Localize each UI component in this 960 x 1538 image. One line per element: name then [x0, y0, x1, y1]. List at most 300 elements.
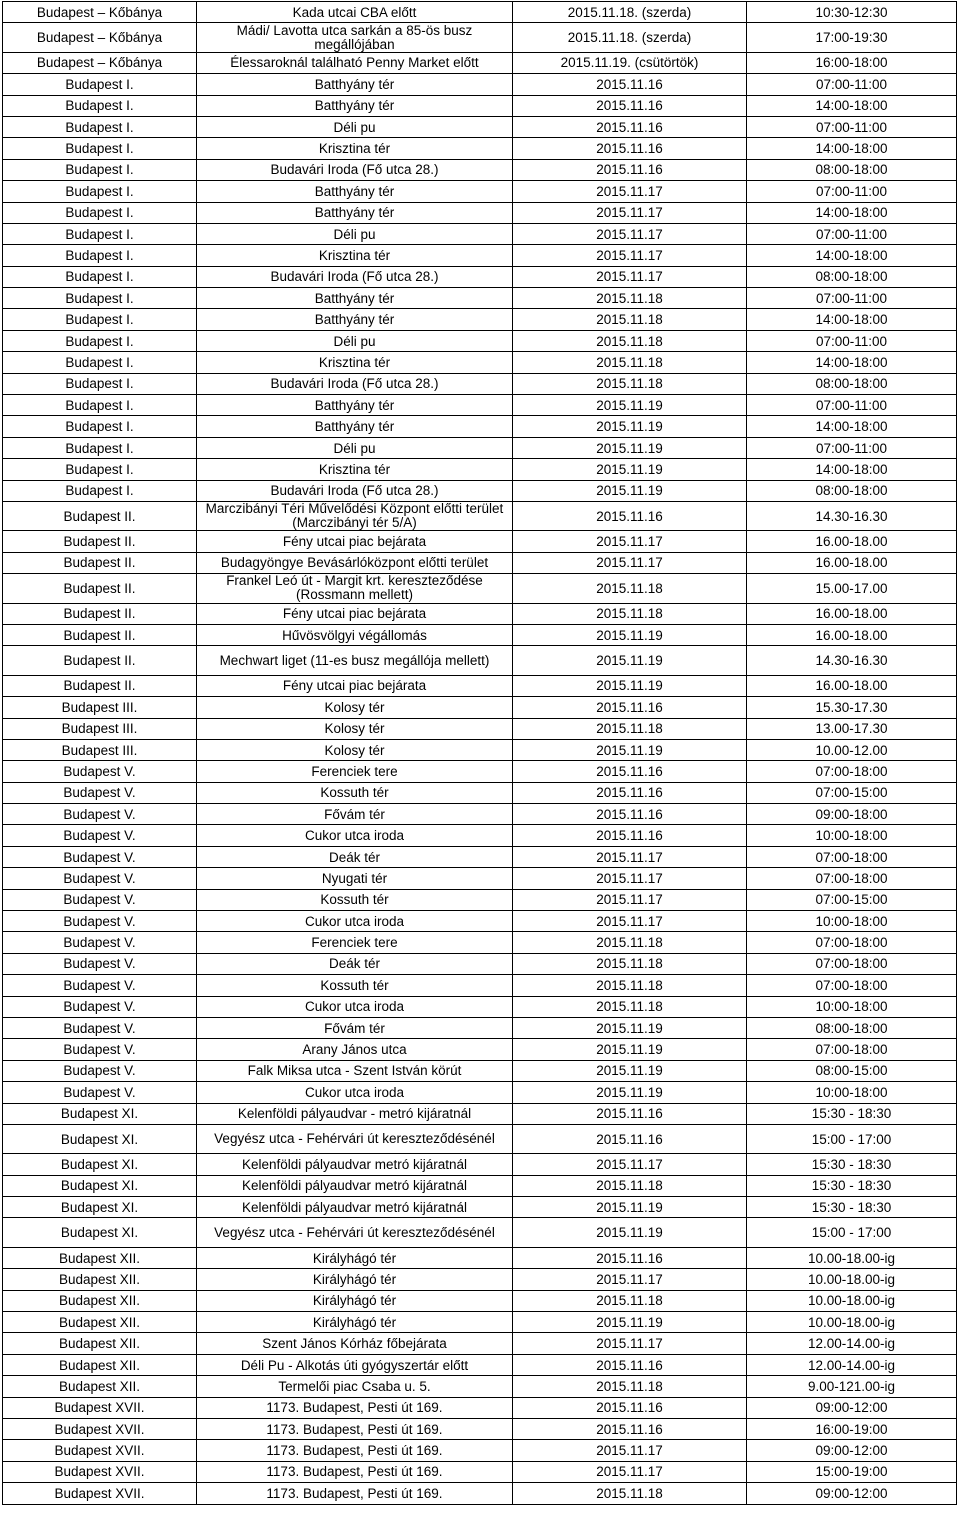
time-cell: 14:00-18:00	[747, 309, 957, 330]
location-cell: Hűvösvölgyi végállomás	[197, 624, 513, 645]
date-cell: 2015.11.19	[513, 1197, 747, 1218]
table-row	[3, 138, 957, 159]
location-cell: Falk Miksa utca - Szent István körút	[197, 1060, 513, 1081]
time-cell: 08:00-15:00	[747, 1060, 957, 1081]
date-cell: 2015.11.17	[513, 911, 747, 932]
location-cell: Marczibányi Téri Művelődési Központ előtti terület (Marczibányi tér 5/A)	[197, 501, 513, 530]
time-cell: 15:30 - 18:30	[747, 1103, 957, 1124]
table-row	[3, 889, 957, 910]
location-cell: Királyhágó tér	[197, 1312, 513, 1333]
location-cell: Krisztina tér	[197, 245, 513, 266]
table-row	[3, 501, 957, 530]
table-row	[3, 1060, 957, 1081]
table-row	[3, 95, 957, 116]
time-cell: 07:00-11:00	[747, 288, 957, 309]
time-cell: 10:30-12:30	[747, 2, 957, 23]
district-cell: Budapest I.	[3, 223, 197, 244]
table-row	[3, 1397, 957, 1418]
date-cell: 2015.11.19. (csütörtök)	[513, 52, 747, 73]
district-cell: Budapest II.	[3, 501, 197, 530]
time-cell: 16:00-19:00	[747, 1419, 957, 1440]
district-cell: Budapest – Kőbánya	[3, 23, 197, 52]
location-cell: Déli pu	[197, 330, 513, 351]
date-cell: 2015.11.18	[513, 975, 747, 996]
date-cell: 2015.11.17	[513, 202, 747, 223]
location-cell: Déli Pu - Alkotás úti gyógyszertár előtt	[197, 1354, 513, 1375]
table-row	[3, 74, 957, 95]
location-cell: 1173. Budapest, Pesti út 169.	[197, 1440, 513, 1461]
date-cell: 2015.11.19	[513, 459, 747, 480]
time-cell: 14:00-18:00	[747, 95, 957, 116]
table-row	[3, 1247, 957, 1268]
district-cell: Budapest III.	[3, 739, 197, 760]
time-cell: 15:30 - 18:30	[747, 1154, 957, 1175]
table-row	[3, 330, 957, 351]
location-cell: Kelenföldi pályaudvar - metró kijáratnál	[197, 1103, 513, 1124]
table-row	[3, 697, 957, 718]
time-cell: 12.00-14.00-ig	[747, 1333, 957, 1354]
location-cell: Arany János utca	[197, 1039, 513, 1060]
date-cell: 2015.11.16	[513, 138, 747, 159]
date-cell: 2015.11.19	[513, 480, 747, 501]
table-row	[3, 1354, 957, 1375]
district-cell: Budapest – Kőbánya	[3, 2, 197, 23]
table-row	[3, 202, 957, 223]
time-cell: 07:00-18:00	[747, 975, 957, 996]
date-cell: 2015.11.19	[513, 1312, 747, 1333]
location-cell: Batthyány tér	[197, 288, 513, 309]
table-row	[3, 416, 957, 437]
district-cell: Budapest I.	[3, 330, 197, 351]
district-cell: Budapest I.	[3, 459, 197, 480]
district-cell: Budapest V.	[3, 1060, 197, 1081]
table-row	[3, 675, 957, 696]
location-cell: Kolosy tér	[197, 718, 513, 739]
district-cell: Budapest V.	[3, 846, 197, 867]
district-cell: Budapest II.	[3, 675, 197, 696]
date-cell: 2015.11.16	[513, 1419, 747, 1440]
table-row	[3, 718, 957, 739]
date-cell: 2015.11.17	[513, 1461, 747, 1482]
table-row	[3, 825, 957, 846]
location-cell: Fény utcai piac bejárata	[197, 531, 513, 552]
table-row	[3, 646, 957, 675]
location-cell: 1173. Budapest, Pesti út 169.	[197, 1419, 513, 1440]
time-cell: 07:00-15:00	[747, 782, 957, 803]
time-cell: 07:00-11:00	[747, 223, 957, 244]
time-cell: 16.00-18.00	[747, 552, 957, 573]
date-cell: 2015.11.19	[513, 1218, 747, 1247]
location-cell: Vegyész utca - Fehérvári út kereszteződésénél	[197, 1218, 513, 1247]
location-cell: Budavári Iroda (Fő utca 28.)	[197, 373, 513, 394]
district-cell: Budapest V.	[3, 782, 197, 803]
time-cell: 9.00-121.00-ig	[747, 1376, 957, 1397]
table-row	[3, 437, 957, 458]
table-row	[3, 1103, 957, 1124]
table-row	[3, 245, 957, 266]
date-cell: 2015.11.19	[513, 624, 747, 645]
time-cell: 12.00-14.00-ig	[747, 1354, 957, 1375]
location-cell: Déli pu	[197, 437, 513, 458]
table-row	[3, 996, 957, 1017]
table-row	[3, 1197, 957, 1218]
date-cell: 2015.11.18	[513, 309, 747, 330]
date-cell: 2015.11.17	[513, 181, 747, 202]
table-row	[3, 352, 957, 373]
table-row	[3, 552, 957, 573]
table-row	[3, 1269, 957, 1290]
date-cell: 2015.11.17	[513, 1440, 747, 1461]
time-cell: 08:00-18:00	[747, 373, 957, 394]
time-cell: 15:00 - 17:00	[747, 1124, 957, 1153]
date-cell: 2015.11.16	[513, 74, 747, 95]
district-cell: Budapest V.	[3, 1082, 197, 1103]
time-cell: 09:00-12:00	[747, 1397, 957, 1418]
district-cell: Budapest I.	[3, 437, 197, 458]
location-cell: 1173. Budapest, Pesti út 169.	[197, 1461, 513, 1482]
location-cell: Fővám tér	[197, 804, 513, 825]
time-cell: 15:00 - 17:00	[747, 1218, 957, 1247]
district-cell: Budapest XII.	[3, 1376, 197, 1397]
date-cell: 2015.11.18	[513, 996, 747, 1017]
district-cell: Budapest I.	[3, 138, 197, 159]
location-cell: Kelenföldi pályaudvar metró kijáratnál	[197, 1197, 513, 1218]
table-row	[3, 23, 957, 52]
time-cell: 07:00-18:00	[747, 1039, 957, 1060]
location-cell: Frankel Leó út - Margit krt. kereszteződése (Rossmann mellett)	[197, 574, 513, 603]
time-cell: 08:00-18:00	[747, 1017, 957, 1038]
district-cell: Budapest V.	[3, 825, 197, 846]
date-cell: 2015.11.19	[513, 1017, 747, 1038]
district-cell: Budapest I.	[3, 95, 197, 116]
district-cell: Budapest II.	[3, 603, 197, 624]
table-row	[3, 1483, 957, 1504]
table-row	[3, 739, 957, 760]
time-cell: 14.30-16.30	[747, 501, 957, 530]
location-cell: Termelői piac Csaba u. 5.	[197, 1376, 513, 1397]
district-cell: Budapest V.	[3, 911, 197, 932]
table-row	[3, 1124, 957, 1153]
location-cell: Kossuth tér	[197, 889, 513, 910]
time-cell: 07:00-18:00	[747, 932, 957, 953]
location-cell: Nyugati tér	[197, 868, 513, 889]
table-row	[3, 1290, 957, 1311]
time-cell: 14:00-18:00	[747, 416, 957, 437]
table-row	[3, 975, 957, 996]
location-cell: Fény utcai piac bejárata	[197, 675, 513, 696]
date-cell: 2015.11.17	[513, 1333, 747, 1354]
location-cell: Ferenciek tere	[197, 932, 513, 953]
district-cell: Budapest I.	[3, 416, 197, 437]
date-cell: 2015.11.16	[513, 825, 747, 846]
time-cell: 10.00-18.00-ig	[747, 1247, 957, 1268]
date-cell: 2015.11.18	[513, 1483, 747, 1504]
time-cell: 14:00-18:00	[747, 245, 957, 266]
date-cell: 2015.11.19	[513, 437, 747, 458]
time-cell: 13.00-17.30	[747, 718, 957, 739]
district-cell: Budapest XVII.	[3, 1461, 197, 1482]
district-cell: Budapest XI.	[3, 1154, 197, 1175]
district-cell: Budapest I.	[3, 352, 197, 373]
date-cell: 2015.11.16	[513, 1397, 747, 1418]
district-cell: Budapest I.	[3, 245, 197, 266]
time-cell: 10:00-18:00	[747, 996, 957, 1017]
table-row	[3, 309, 957, 330]
location-cell: Cukor utca iroda	[197, 996, 513, 1017]
schedule-body	[3, 2, 957, 1505]
table-row	[3, 1461, 957, 1482]
date-cell: 2015.11.18	[513, 330, 747, 351]
date-cell: 2015.11.16	[513, 116, 747, 137]
time-cell: 14:00-18:00	[747, 202, 957, 223]
district-cell: Budapest XVII.	[3, 1419, 197, 1440]
date-cell: 2015.11.19	[513, 1039, 747, 1060]
table-row	[3, 1039, 957, 1060]
table-row	[3, 1154, 957, 1175]
location-cell: Ferenciek tere	[197, 761, 513, 782]
date-cell: 2015.11.17	[513, 552, 747, 573]
district-cell: Budapest III.	[3, 718, 197, 739]
time-cell: 08:00-18:00	[747, 266, 957, 287]
date-cell: 2015.11.17	[513, 846, 747, 867]
table-row	[3, 52, 957, 73]
date-cell: 2015.11.17	[513, 1269, 747, 1290]
district-cell: Budapest V.	[3, 996, 197, 1017]
table-row	[3, 1333, 957, 1354]
date-cell: 2015.11.18	[513, 352, 747, 373]
time-cell: 16.00-18.00	[747, 624, 957, 645]
table-row	[3, 603, 957, 624]
district-cell: Budapest I.	[3, 202, 197, 223]
date-cell: 2015.11.18	[513, 373, 747, 394]
district-cell: Budapest XI.	[3, 1218, 197, 1247]
table-row	[3, 459, 957, 480]
time-cell: 07:00-11:00	[747, 437, 957, 458]
time-cell: 15.30-17.30	[747, 697, 957, 718]
time-cell: 14:00-18:00	[747, 138, 957, 159]
date-cell: 2015.11.16	[513, 1124, 747, 1153]
location-cell: Királyhágó tér	[197, 1247, 513, 1268]
table-row	[3, 116, 957, 137]
table-row	[3, 782, 957, 803]
date-cell: 2015.11.17	[513, 889, 747, 910]
table-row	[3, 1376, 957, 1397]
time-cell: 07:00-11:00	[747, 330, 957, 351]
district-cell: Budapest XI.	[3, 1197, 197, 1218]
district-cell: Budapest II.	[3, 624, 197, 645]
location-cell: Budagyöngye Bevásárlóközpont előtti terület	[197, 552, 513, 573]
location-cell: 1173. Budapest, Pesti út 169.	[197, 1483, 513, 1504]
time-cell: 08:00-18:00	[747, 159, 957, 180]
district-cell: Budapest V.	[3, 932, 197, 953]
date-cell: 2015.11.19	[513, 1060, 747, 1081]
date-cell: 2015.11.17	[513, 245, 747, 266]
time-cell: 07:00-18:00	[747, 761, 957, 782]
table-row	[3, 911, 957, 932]
location-cell: Batthyány tér	[197, 181, 513, 202]
location-cell: Cukor utca iroda	[197, 911, 513, 932]
time-cell: 16.00-18.00	[747, 603, 957, 624]
table-row	[3, 395, 957, 416]
date-cell: 2015.11.16	[513, 782, 747, 803]
date-cell: 2015.11.18. (szerda)	[513, 23, 747, 52]
time-cell: 10.00-12.00	[747, 739, 957, 760]
district-cell: Budapest I.	[3, 181, 197, 202]
date-cell: 2015.11.16	[513, 501, 747, 530]
date-cell: 2015.11.18	[513, 932, 747, 953]
time-cell: 07:00-11:00	[747, 181, 957, 202]
district-cell: Budapest XI.	[3, 1175, 197, 1196]
district-cell: Budapest V.	[3, 761, 197, 782]
table-row	[3, 1082, 957, 1103]
time-cell: 15:30 - 18:30	[747, 1175, 957, 1196]
location-cell: Kelenföldi pályaudvar metró kijáratnál	[197, 1175, 513, 1196]
table-row	[3, 1218, 957, 1247]
date-cell: 2015.11.17	[513, 266, 747, 287]
time-cell: 15.00-17.00	[747, 574, 957, 603]
table-row	[3, 223, 957, 244]
location-cell: Batthyány tér	[197, 202, 513, 223]
table-row	[3, 804, 957, 825]
date-cell: 2015.11.18	[513, 288, 747, 309]
time-cell: 09:00-12:00	[747, 1483, 957, 1504]
location-cell: Kelenföldi pályaudvar metró kijáratnál	[197, 1154, 513, 1175]
district-cell: Budapest XI.	[3, 1124, 197, 1153]
district-cell: Budapest V.	[3, 1017, 197, 1038]
location-cell: Batthyány tér	[197, 74, 513, 95]
date-cell: 2015.11.16	[513, 1354, 747, 1375]
table-row	[3, 1440, 957, 1461]
time-cell: 07:00-18:00	[747, 868, 957, 889]
date-cell: 2015.11.19	[513, 646, 747, 675]
table-row	[3, 846, 957, 867]
location-cell: 1173. Budapest, Pesti út 169.	[197, 1397, 513, 1418]
location-cell: Mádi/ Lavotta utca sarkán a 85-ös busz megállójában	[197, 23, 513, 52]
district-cell: Budapest XI.	[3, 1103, 197, 1124]
time-cell: 16.00-18.00	[747, 675, 957, 696]
date-cell: 2015.11.18	[513, 718, 747, 739]
date-cell: 2015.11.19	[513, 675, 747, 696]
location-cell: Batthyány tér	[197, 309, 513, 330]
district-cell: Budapest XVII.	[3, 1440, 197, 1461]
time-cell: 14.30-16.30	[747, 646, 957, 675]
location-cell: Vegyész utca - Fehérvári út kereszteződésénél	[197, 1124, 513, 1153]
location-cell: Kossuth tér	[197, 782, 513, 803]
table-row	[3, 288, 957, 309]
location-cell: Cukor utca iroda	[197, 1082, 513, 1103]
date-cell: 2015.11.16	[513, 1247, 747, 1268]
table-row	[3, 480, 957, 501]
district-cell: Budapest XII.	[3, 1247, 197, 1268]
date-cell: 2015.11.18	[513, 1290, 747, 1311]
location-cell: Batthyány tér	[197, 416, 513, 437]
table-row	[3, 2, 957, 23]
time-cell: 10.00-18.00-ig	[747, 1290, 957, 1311]
location-cell: Cukor utca iroda	[197, 825, 513, 846]
location-cell: Budavári Iroda (Fő utca 28.)	[197, 159, 513, 180]
time-cell: 08:00-18:00	[747, 480, 957, 501]
location-cell: Deák tér	[197, 953, 513, 974]
district-cell: Budapest III.	[3, 697, 197, 718]
location-cell: Fővám tér	[197, 1017, 513, 1038]
date-cell: 2015.11.19	[513, 739, 747, 760]
table-row	[3, 266, 957, 287]
district-cell: Budapest I.	[3, 288, 197, 309]
district-cell: Budapest XVII.	[3, 1397, 197, 1418]
district-cell: Budapest I.	[3, 266, 197, 287]
location-cell: Kada utcai CBA előtt	[197, 2, 513, 23]
time-cell: 14:00-18:00	[747, 352, 957, 373]
location-cell: Kolosy tér	[197, 739, 513, 760]
district-cell: Budapest II.	[3, 646, 197, 675]
time-cell: 07:00-11:00	[747, 395, 957, 416]
district-cell: Budapest V.	[3, 868, 197, 889]
time-cell: 07:00-18:00	[747, 953, 957, 974]
table-row	[3, 531, 957, 552]
district-cell: Budapest V.	[3, 975, 197, 996]
time-cell: 10:00-18:00	[747, 1082, 957, 1103]
time-cell: 16.00-18.00	[747, 531, 957, 552]
district-cell: Budapest II.	[3, 574, 197, 603]
date-cell: 2015.11.18	[513, 1376, 747, 1397]
district-cell: Budapest XII.	[3, 1290, 197, 1311]
location-cell: Élessaroknál található Penny Market előtt	[197, 52, 513, 73]
table-row	[3, 1312, 957, 1333]
location-cell: Mechwart liget (11-es busz megállója mellett)	[197, 646, 513, 675]
location-cell: Szent János Kórház főbejárata	[197, 1333, 513, 1354]
time-cell: 14:00-18:00	[747, 459, 957, 480]
table-row	[3, 574, 957, 603]
district-cell: Budapest I.	[3, 373, 197, 394]
district-cell: Budapest XII.	[3, 1354, 197, 1375]
date-cell: 2015.11.16	[513, 159, 747, 180]
time-cell: 09:00-12:00	[747, 1440, 957, 1461]
district-cell: Budapest XVII.	[3, 1483, 197, 1504]
date-cell: 2015.11.18	[513, 953, 747, 974]
date-cell: 2015.11.16	[513, 697, 747, 718]
location-cell: Kolosy tér	[197, 697, 513, 718]
time-cell: 09:00-18:00	[747, 804, 957, 825]
location-cell: Krisztina tér	[197, 459, 513, 480]
time-cell: 07:00-18:00	[747, 846, 957, 867]
table-row	[3, 932, 957, 953]
location-cell: Királyhágó tér	[197, 1269, 513, 1290]
location-cell: Királyhágó tér	[197, 1290, 513, 1311]
time-cell: 10.00-18.00-ig	[747, 1269, 957, 1290]
district-cell: Budapest I.	[3, 74, 197, 95]
location-cell: Fény utcai piac bejárata	[197, 603, 513, 624]
district-cell: Budapest – Kőbánya	[3, 52, 197, 73]
district-cell: Budapest II.	[3, 531, 197, 552]
district-cell: Budapest XII.	[3, 1312, 197, 1333]
table-row	[3, 624, 957, 645]
time-cell: 17:00-19:30	[747, 23, 957, 52]
table-row	[3, 868, 957, 889]
time-cell: 15:00-19:00	[747, 1461, 957, 1482]
location-cell: Krisztina tér	[197, 352, 513, 373]
time-cell: 10.00-18.00-ig	[747, 1312, 957, 1333]
time-cell: 07:00-11:00	[747, 74, 957, 95]
time-cell: 10:00-18:00	[747, 911, 957, 932]
date-cell: 2015.11.16	[513, 761, 747, 782]
district-cell: Budapest I.	[3, 480, 197, 501]
time-cell: 15:30 - 18:30	[747, 1197, 957, 1218]
date-cell: 2015.11.17	[513, 223, 747, 244]
table-row	[3, 1175, 957, 1196]
district-cell: Budapest I.	[3, 116, 197, 137]
location-cell: Deák tér	[197, 846, 513, 867]
district-cell: Budapest V.	[3, 889, 197, 910]
